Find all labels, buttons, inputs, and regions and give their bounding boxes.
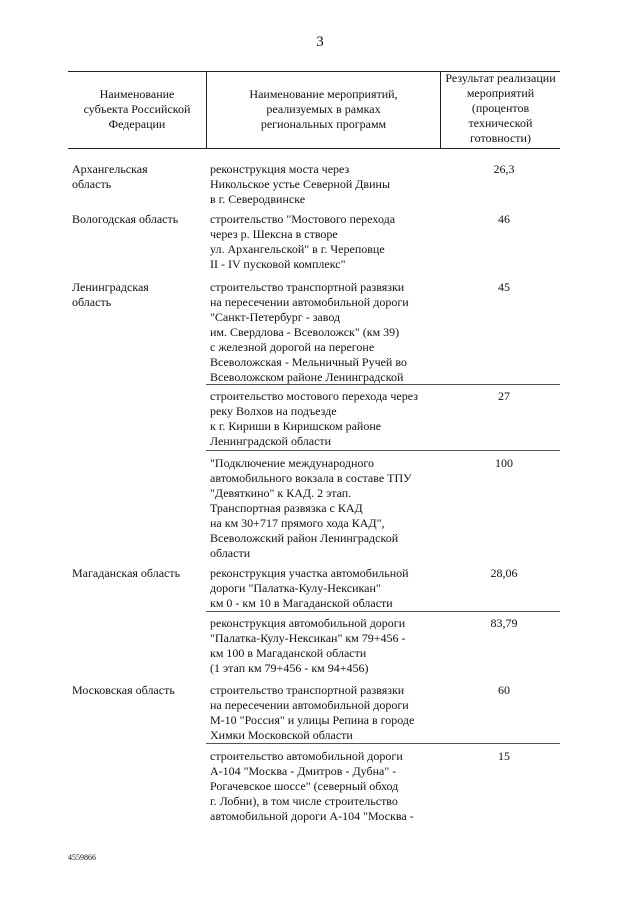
document-code: 4559866 <box>68 853 96 862</box>
table-cell-result: 15 <box>498 749 510 763</box>
row-separator <box>206 743 560 744</box>
header-region: Наименование субъекта Российской Федерации <box>83 87 191 131</box>
table-cell-event: строительство транспортной развязки на пересечении автомобильной дороги "Санкт-Петербург - завод им. Свердлова - Всеволожск" (км 39) с железной дорогой на перегоне Всеволожская - Мельничный Ручей во Всеволожском районе Ленинградской <box>210 280 409 384</box>
row-separator <box>206 450 560 451</box>
header-event: Наименование мероприятий, реализуемых в рамках региональных программ <box>249 87 398 131</box>
table-cell-result: 26,3 <box>493 162 515 176</box>
row-separator <box>206 611 560 612</box>
table-cell-event: реконструкция моста через Никольское устье Северной Двины в г. Северодвинске <box>210 162 390 206</box>
table-cell-result: 60 <box>498 683 510 697</box>
table-cell-event: строительство "Мостового перехода через р. Шексна в створе ул. Архангельской" в г. Череповце II - IV пусковой комплекс" <box>210 212 396 271</box>
table-cell-result: 83,79 <box>490 616 518 630</box>
table-cell-region: Ленинградская область <box>72 280 149 309</box>
table-cell-event: строительство мостового перехода через реку Волхов на подъезде к г. Кириши в Киришском районе Ленинградской области <box>210 389 418 448</box>
page-number: 3 <box>316 34 324 50</box>
table-cell-event: реконструкция автомобильной дороги "Палатка-Кулу-Нексикан" км 79+456 - км 100 в Магаданской области (1 этап км 79+456 - км 94+456) <box>210 616 406 675</box>
table-cell-result: 46 <box>498 212 510 226</box>
table-cell-region: Магаданская область <box>72 566 181 580</box>
table-cell-event: реконструкция участка автомобильной дороги "Палатка-Кулу-Нексикан" км 0 - км 10 в Магаданской области <box>210 566 409 610</box>
table-cell-result: 28,06 <box>490 566 518 580</box>
table-cell-event: строительство автомобильной дороги А-104 "Москва - Дмитров - Дубна" - Рогачевское шоссе" (северный обход г. Лобни), в том числе строительство автомобильной дороги А-104 "Москва - <box>210 749 414 823</box>
table-cell-event: "Подключение международного автомобильного вокзала в составе ТПУ "Девяткино" к КАД. 2 этап. Транспортная развязка с КАД на км 30+717 прямого хода КАД", Всеволожский район Ленинградской области <box>210 456 412 560</box>
table-cell-event: строительство транспортной развязки на пересечении автомобильной дороги М-10 "Россия" и улицы Репина в городе Химки Московской области <box>210 683 415 742</box>
header-result: Результат реализации мероприятий (процентов технической готовности) <box>445 71 556 145</box>
row-separator <box>206 384 560 385</box>
table-cell-region: Архангельская область <box>72 162 148 191</box>
table-cell-result: 27 <box>498 389 510 403</box>
table-cell-result: 45 <box>498 280 510 294</box>
table-cell-result: 100 <box>495 456 513 470</box>
header-bottom-rule <box>68 148 560 149</box>
table-cell-region: Вологодская область <box>72 212 179 226</box>
table-cell-region: Московская область <box>72 683 175 697</box>
